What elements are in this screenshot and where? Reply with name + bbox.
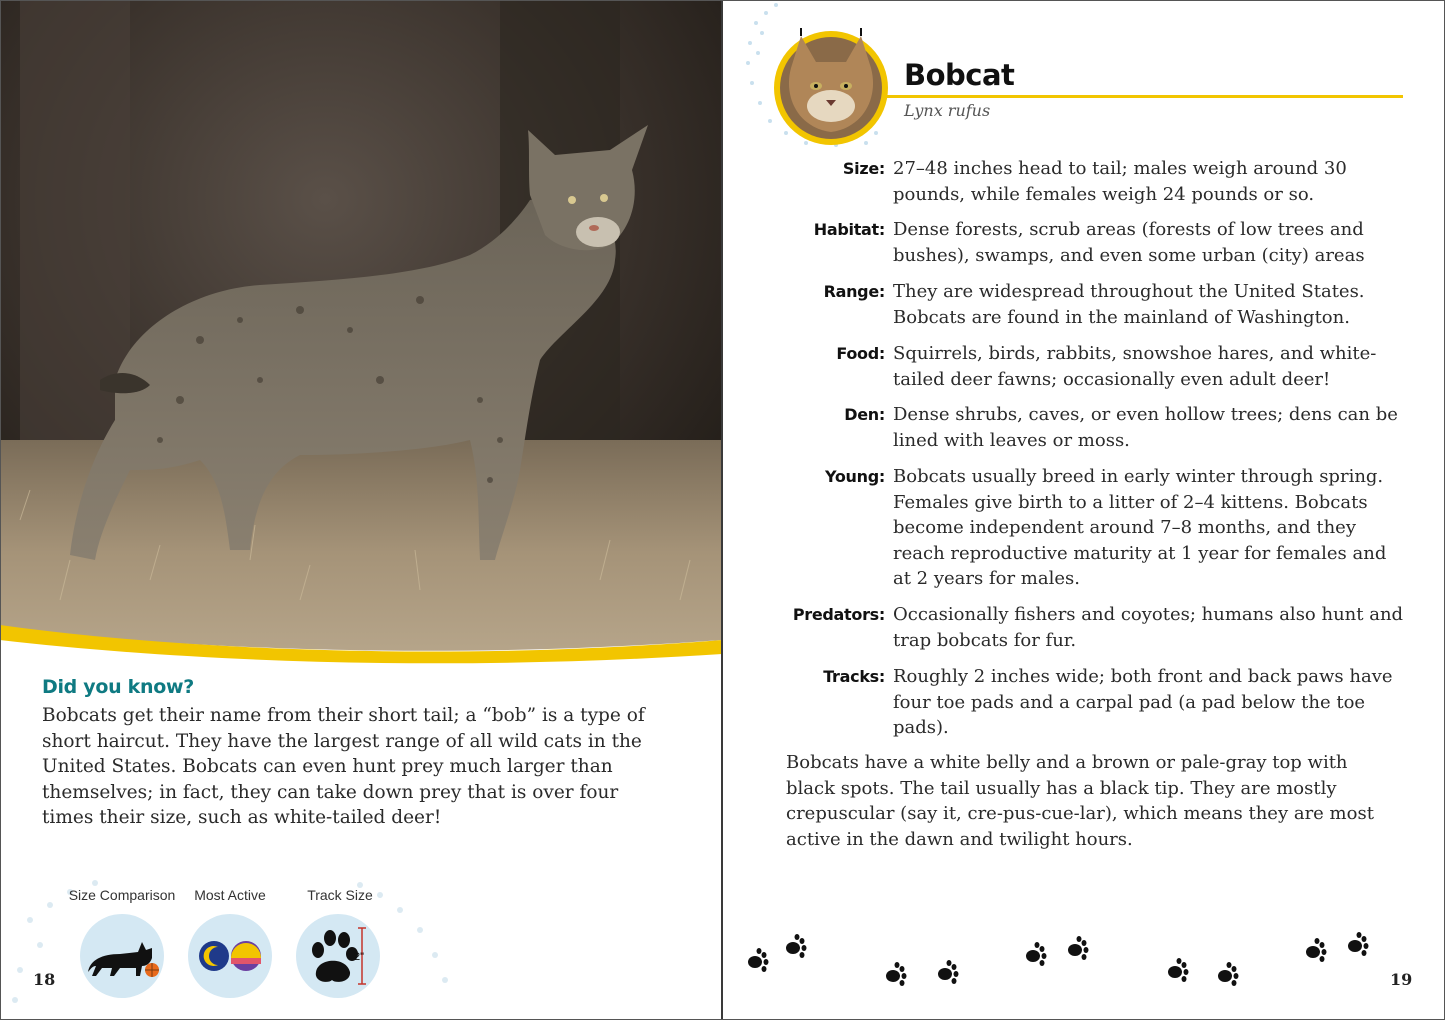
page-number-right: 19 — [1390, 970, 1413, 989]
most-active-circle — [188, 914, 272, 998]
fact-label: Range: — [823, 282, 885, 301]
fact-label: Young: — [825, 467, 885, 486]
track-size-label: Track Size — [307, 887, 373, 903]
fact-label: Predators: — [792, 605, 885, 624]
fact-label: Tracks: — [823, 667, 885, 686]
lynx-face-icon — [771, 28, 891, 148]
fact-label: Size: — [842, 159, 885, 178]
fact-value: They are widespread throughout the United States. Bobcats are found in the mainland of Washington. — [893, 281, 1365, 328]
bobcat-ball-icon — [80, 914, 164, 998]
fact-value: Roughly 2 inches wide; both front and back paws have four toe pads and a carpal pad (a pad below the toe pads). — [893, 666, 1393, 738]
size-comparison-circle — [80, 914, 164, 998]
scientific-name: Lynx rufus — [904, 101, 991, 120]
fact-value: 27–48 inches head to tail; males weigh around 30 pounds, while females weigh 24 pounds or so. — [893, 158, 1347, 205]
fact-label: Den: — [844, 405, 885, 424]
bobcat-portrait — [771, 28, 891, 148]
track-size-circle — [296, 914, 380, 998]
paw-track-icon — [296, 914, 380, 998]
page-title: Bobcat — [904, 58, 1015, 92]
moon-sunrise-icon — [188, 914, 272, 998]
track-size-measure: 2" — [354, 951, 365, 963]
left-page — [0, 0, 722, 1020]
did-you-know-heading: Did you know? — [42, 676, 194, 698]
fact-label: Food: — [836, 344, 885, 363]
right-page — [723, 0, 1445, 1020]
title-underline — [883, 95, 1403, 98]
fact-label: Habitat: — [813, 220, 885, 239]
fact-value: Squirrels, birds, rabbits, snowshoe hares, and white-tailed deer fawns; occasionally even adult deer! — [893, 343, 1377, 390]
size-comparison-label: Size Comparison — [68, 887, 176, 903]
summary-paragraph: Bobcats have a white belly and a brown or pale-gray top with black spots. The tail usually has a black tip. They are mostly crepuscular (say it, cre-pus-cue-lar), which means they are most active in the dawn and twilight hours. — [786, 752, 1374, 850]
most-active-label: Most Active — [194, 887, 266, 903]
fact-value: Bobcats usually breed in early winter through spring. Females give birth to a litter of 2–4 kittens. Bobcats become independent around 7–8 months, and they reach reproductive maturity at 1 year for females and at 2 years for males. — [893, 466, 1387, 589]
fact-value: Dense shrubs, caves, or even hollow trees; dens can be lined with leaves or moss. — [893, 404, 1398, 451]
paw-prints-decoration-icon — [743, 930, 1423, 990]
bobcat-photo — [0, 0, 722, 665]
did-you-know-body: Bobcats get their name from their short tail; a “bob” is a type of short haircut. They have the largest range of all wild cats in the United States. Bobcats can even hunt prey much larger than themselves; in fact, they can take down prey that is over four times their size, such as white-tailed deer! — [42, 705, 645, 828]
fact-value: Dense forests, scrub areas (forests of low trees and bushes), swamps, and even some urban (city) areas — [893, 219, 1365, 266]
fact-value: Occasionally fishers and coyotes; humans also hunt and trap bobcats for fur. — [893, 604, 1404, 651]
page-number-left: 18 — [33, 970, 56, 989]
